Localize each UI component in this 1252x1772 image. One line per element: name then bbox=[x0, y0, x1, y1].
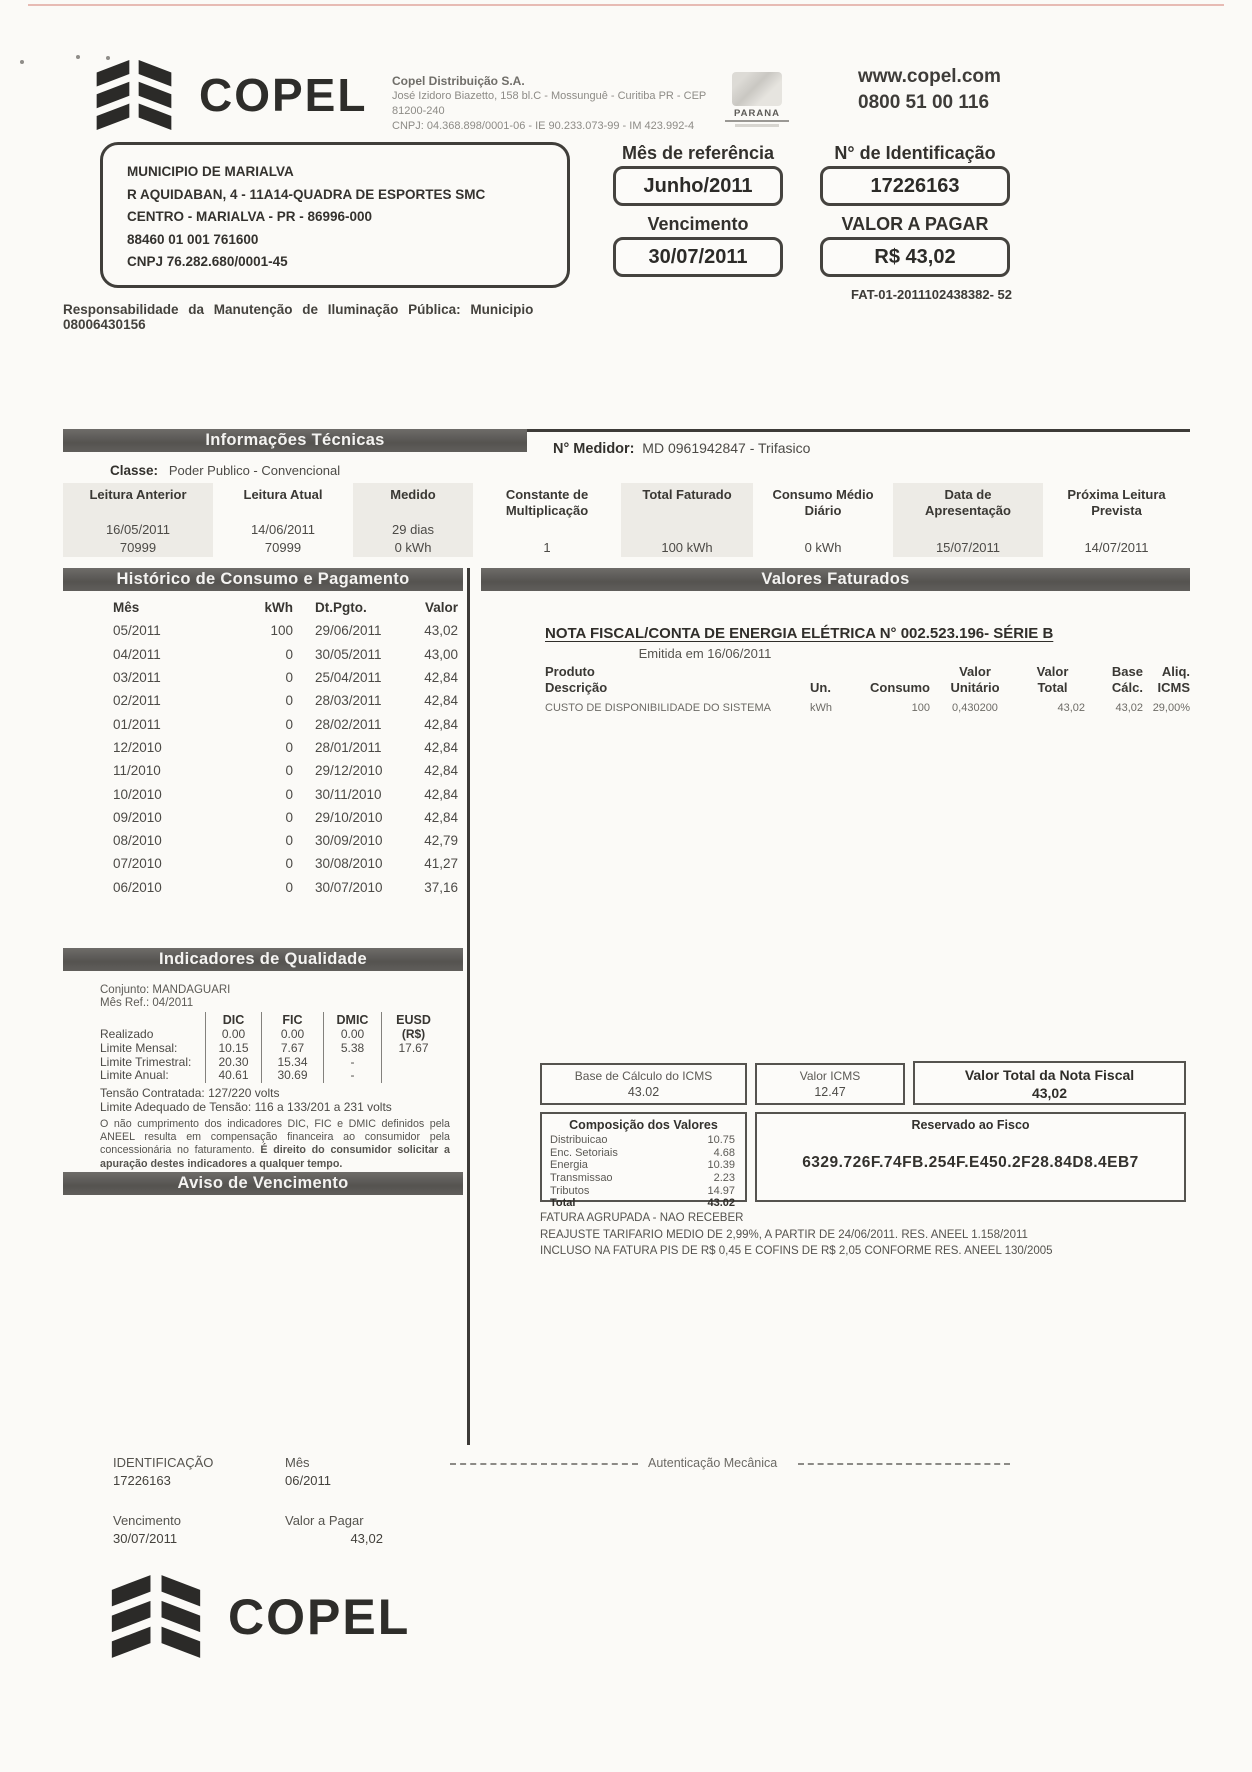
tech-col-leitura-atual: Leitura Atual 14/06/2011 70999 bbox=[243, 487, 323, 555]
invoice-total-box bbox=[913, 1061, 1186, 1105]
tech-col-data-apresentacao: Data de Apresentação 15/07/2011 bbox=[893, 483, 1043, 557]
phone-text: 0800 51 00 116 bbox=[858, 92, 990, 113]
icms-value-label: Valor ICMS bbox=[799, 1069, 861, 1083]
parana-logo bbox=[725, 72, 789, 127]
quality-note bbox=[100, 1118, 450, 1171]
tech-info-table bbox=[63, 483, 1190, 557]
due-date-label: Vencimento bbox=[647, 214, 749, 234]
quality-mes-ref: Mês Ref.: 04/2011 bbox=[100, 997, 194, 1009]
quality-note-plain: O não cumprimento dos indicadores DIC, FIC e DMIC definidos pela ANEEL resulta em compensação financeira ao consumidor pela concessionária no faturamento. bbox=[100, 1118, 450, 1157]
quality-note-bold: É direito do consumidor solicitar a apuração destes indicadores a qualquer tempo. bbox=[100, 1144, 450, 1170]
stub-month-value: 06/2011 bbox=[285, 1473, 332, 1488]
responsibility-note bbox=[63, 302, 643, 332]
table-row: 06/2010 0 30/07/2010 37,16 bbox=[113, 879, 458, 895]
icms-base-box bbox=[540, 1063, 747, 1105]
class-value: Poder Publico - Convencional bbox=[168, 463, 341, 478]
product-consumption: 100 bbox=[911, 702, 930, 714]
reserved-fisco-title: Reservado ao Fisco bbox=[911, 1118, 1030, 1132]
table-row: 07/2010 0 30/08/2010 41,27 bbox=[113, 856, 458, 872]
meter-number-line bbox=[553, 440, 810, 457]
col-header-descricao: Descrição bbox=[545, 680, 608, 695]
composition-row: Energia 10.39 bbox=[550, 1159, 735, 1172]
quality-row-label: Limite Mensal: bbox=[100, 1040, 178, 1055]
product-total: 43,02 bbox=[1057, 702, 1085, 714]
table-row: 12/2010 0 28/01/2011 42,84 bbox=[113, 739, 458, 755]
copel-logo-icon bbox=[110, 1575, 202, 1658]
quality-col-dmic: DMIC bbox=[323, 1012, 381, 1028]
column-divider bbox=[467, 568, 470, 1445]
table-row: 02/2011 0 28/03/2011 42,84 bbox=[113, 693, 458, 709]
note-line: INCLUSO NA FATURA PIS DE R$ 0,45 E COFINS DE R$ 2,05 CONFORME RES. ANEEL 130/2005 bbox=[540, 1245, 1053, 1257]
tech-col-proxima-leitura: Próxima Leitura Prevista 14/07/2011 bbox=[1067, 487, 1166, 555]
quality-row-label: Limite Anual: bbox=[100, 1068, 169, 1083]
table-row: 08/2010 0 30/09/2010 42,79 bbox=[113, 833, 458, 849]
customer-cnpj: CNPJ 76.282.680/0001-45 bbox=[127, 254, 288, 269]
company-name: Copel Distribuição S.A. bbox=[392, 74, 525, 88]
responsibility-line1: Responsabilidade da Manutenção de Iluminação Pública: Municipio bbox=[63, 302, 534, 317]
col-header-consumo: Consumo bbox=[870, 680, 930, 695]
col-header-unitario: Unitário bbox=[950, 680, 1000, 695]
section-bar-valores-faturados: Valores Faturados bbox=[481, 568, 1190, 591]
authentication-rule-left bbox=[450, 1463, 638, 1465]
composition-row: Tributos 14.97 bbox=[550, 1184, 735, 1197]
ref-month-box: Junho/2011 bbox=[613, 166, 783, 206]
icms-value-box bbox=[755, 1063, 905, 1105]
stub-due-label: Vencimento bbox=[113, 1513, 181, 1528]
icms-value-value: 12.47 bbox=[814, 1085, 846, 1099]
col-header-total: Total bbox=[1037, 680, 1068, 695]
scan-artifact-dot bbox=[76, 55, 80, 59]
copel-logo-icon bbox=[95, 60, 173, 130]
col-header-valor-2: Valor bbox=[1036, 664, 1069, 679]
tech-col-total-faturado: Total Faturado 100 kWh bbox=[621, 483, 753, 557]
copel-logo-header bbox=[95, 60, 367, 130]
col-header-valor-1: Valor bbox=[959, 664, 991, 679]
note-line: REAJUSTE TARIFARIO MEDIO DE 2,99%, A PARTIR DE 24/06/2011. RES. ANEEL 1.158/2011 bbox=[540, 1228, 1028, 1241]
parana-logo-subtext bbox=[735, 124, 779, 127]
meter-number-label: N° Medidor: bbox=[553, 441, 635, 457]
customer-address-2: CENTRO - MARIALVA - PR - 86996-000 bbox=[127, 209, 373, 224]
table-row: 09/2010 0 29/10/2010 42,84 bbox=[113, 809, 458, 825]
quality-conjunto: Conjunto: MANDAGUARI bbox=[100, 984, 231, 996]
icms-base-label: Base de Cálculo do ICMS bbox=[574, 1069, 713, 1083]
quality-row-label: Realizado bbox=[100, 1027, 154, 1041]
product-unit: kWh bbox=[810, 702, 832, 714]
nota-fiscal-title: NOTA FISCAL/CONTA DE ENERGIA ELÉTRICA N° 002.523.196- SÉRIE B bbox=[545, 625, 1054, 642]
composition-total-row: Total 43.02 bbox=[550, 1197, 735, 1210]
stub-amount-label: Valor a Pagar bbox=[285, 1513, 364, 1528]
customer-account-number: 88460 01 001 761600 bbox=[127, 231, 259, 247]
table-row: 10/2010 0 30/11/2010 42,84 bbox=[113, 786, 458, 802]
customer-name: MUNICIPIO DE MARIALVA bbox=[127, 164, 294, 179]
value-composition-box bbox=[540, 1112, 747, 1210]
header-rule bbox=[527, 429, 1190, 432]
stub-identification-value: 17226163 bbox=[113, 1473, 171, 1488]
scan-artifact-dot bbox=[20, 60, 24, 64]
copel-logo-footer bbox=[110, 1575, 410, 1658]
section-bar-informacoes-tecnicas: Informações Técnicas bbox=[63, 429, 527, 452]
history-table bbox=[113, 596, 458, 899]
responsibility-line2: 08006430156 bbox=[63, 317, 146, 332]
table-row: 11/2010 0 29/12/2010 42,84 bbox=[113, 763, 458, 779]
tech-col-medido: Medido 29 dias 0 kWh bbox=[353, 483, 473, 557]
customer-address-box bbox=[100, 142, 570, 288]
amount-label: VALOR A PAGAR bbox=[841, 214, 989, 234]
composition-row: Transmissao 2.23 bbox=[550, 1172, 735, 1185]
table-row: 01/2011 0 28/02/2011 42,84 bbox=[113, 716, 458, 732]
contracted-voltage: Tensão Contratada: 127/220 volts bbox=[100, 1086, 280, 1100]
website-text: www.copel.com bbox=[858, 66, 1001, 87]
quality-col-eusd: EUSD bbox=[381, 1012, 445, 1028]
quality-table: DIC FIC DMIC EUSD Realizado 0.00 0.00 0.00 (R$) Limite Mensal: 10.15 7.67 5.38 17.67 Limite Trimestral: 20.30 15.34 - Limite Anual: 40.61 30.69 - bbox=[100, 1012, 445, 1083]
table-row: 05/2011 100 29/06/2011 43,02 bbox=[113, 623, 458, 639]
scan-artifact-line bbox=[28, 4, 1224, 6]
identification-label: N° de Identificação bbox=[834, 143, 996, 163]
company-ids: CNPJ: 04.368.898/0001-06 - IE 90.233.073-99 - IM 423.992-4 bbox=[392, 120, 695, 132]
product-base-calc: 43,02 bbox=[1115, 702, 1143, 714]
note-line: FATURA AGRUPADA - NAO RECEBER bbox=[540, 1212, 744, 1224]
composition-row: Distribuicao 10.75 bbox=[550, 1134, 735, 1146]
due-date-box: 30/07/2011 bbox=[613, 237, 783, 277]
table-row: 04/2011 0 30/05/2011 43,00 bbox=[113, 646, 458, 662]
fisco-code: 6329.726F.74FB.254F.E450.2F28.84D8.4EB7 bbox=[802, 1154, 1139, 1171]
table-row: 03/2011 0 25/04/2011 42,84 bbox=[113, 670, 458, 686]
invoice-total-value: 43,02 bbox=[1031, 1085, 1068, 1101]
tech-col-leitura-anterior: Leitura Anterior 16/05/2011 70999 bbox=[63, 483, 213, 557]
nota-fiscal-issue-date: Emitida em 16/06/2011 bbox=[638, 646, 772, 661]
valores-faturados-table bbox=[545, 664, 1190, 715]
invoice-total-label: Valor Total da Nota Fiscal bbox=[964, 1067, 1135, 1083]
voltage-limit: Limite Adequado de Tensão: 116 a 133/201 a 231 volts bbox=[100, 1100, 392, 1114]
company-address: José Izidoro Biazetto, 158 bl.C - Mossunguê - Curitiba PR - CEP 81200-240 bbox=[392, 90, 707, 117]
parana-logo-art bbox=[732, 72, 782, 106]
col-header-icms: ICMS bbox=[1157, 680, 1190, 695]
col-header-base: Base bbox=[1111, 664, 1143, 679]
stub-amount-value: 43,02 bbox=[350, 1531, 383, 1546]
icms-base-value: 43.02 bbox=[627, 1085, 660, 1099]
quality-row-label: Limite Trimestral: bbox=[100, 1054, 192, 1069]
ref-month-label: Mês de referência bbox=[621, 143, 775, 163]
amount-box: R$ 43,02 bbox=[820, 237, 1010, 277]
meter-number-value: MD 0961942847 - Trifasico bbox=[642, 440, 811, 456]
col-header-aliq: Aliq. bbox=[1161, 664, 1190, 679]
customer-address-1: R AQUIDABAN, 4 - 11A14-QUADRA DE ESPORTES SMC bbox=[127, 186, 486, 202]
section-bar-historico: Histórico de Consumo e Pagamento bbox=[63, 568, 463, 591]
col-header-calc: Cálc. bbox=[1111, 680, 1143, 695]
authentication-rule-right bbox=[798, 1463, 1010, 1465]
copel-logo-text: COPEL bbox=[199, 69, 368, 121]
company-info bbox=[392, 74, 722, 134]
invoice-fat-code: FAT-01-2011102438382- 52 bbox=[851, 287, 1012, 302]
col-header-produto: Produto bbox=[545, 664, 595, 679]
quality-col-fic: FIC bbox=[261, 1012, 323, 1028]
history-header-row: Mês kWh Dt.Pgto. Valor bbox=[113, 600, 458, 616]
section-bar-indicadores-qualidade: Indicadores de Qualidade bbox=[63, 948, 463, 971]
copel-logo-text: COPEL bbox=[228, 1588, 411, 1645]
invoice-notes bbox=[540, 1210, 1195, 1260]
stub-due-value: 30/07/2011 bbox=[113, 1531, 178, 1546]
authentication-text: Autenticação Mecânica bbox=[648, 1456, 778, 1470]
identification-box: 17226163 bbox=[820, 166, 1010, 206]
class-label: Classe: bbox=[110, 463, 159, 478]
col-header-un: Un. bbox=[810, 680, 831, 695]
reserved-fisco-box bbox=[755, 1112, 1186, 1202]
section-bar-aviso-vencimento: Aviso de Vencimento bbox=[63, 1172, 463, 1195]
tech-col-constante: Constante de Multiplicação 1 bbox=[505, 487, 589, 555]
stub-identification-label: IDENTIFICAÇÃO bbox=[113, 1455, 214, 1470]
product-unit-price: 0,430200 bbox=[952, 702, 998, 714]
parana-logo-text: PARANA bbox=[725, 108, 789, 122]
product-aliq-icms: 29,00% bbox=[1152, 702, 1190, 714]
stub-month-label: Mês bbox=[285, 1455, 310, 1470]
product-description: CUSTO DE DISPONIBILIDADE DO SISTEMA bbox=[545, 702, 771, 714]
value-composition-title: Composição dos Valores bbox=[569, 1118, 718, 1132]
composition-row: Enc. Setoriais 4.68 bbox=[550, 1146, 735, 1159]
quality-col-dic: DIC bbox=[205, 1012, 261, 1028]
tech-col-consumo-medio: Consumo Médio Diário 0 kWh bbox=[772, 487, 874, 555]
contact-info bbox=[858, 64, 1001, 116]
class-line bbox=[110, 463, 340, 478]
